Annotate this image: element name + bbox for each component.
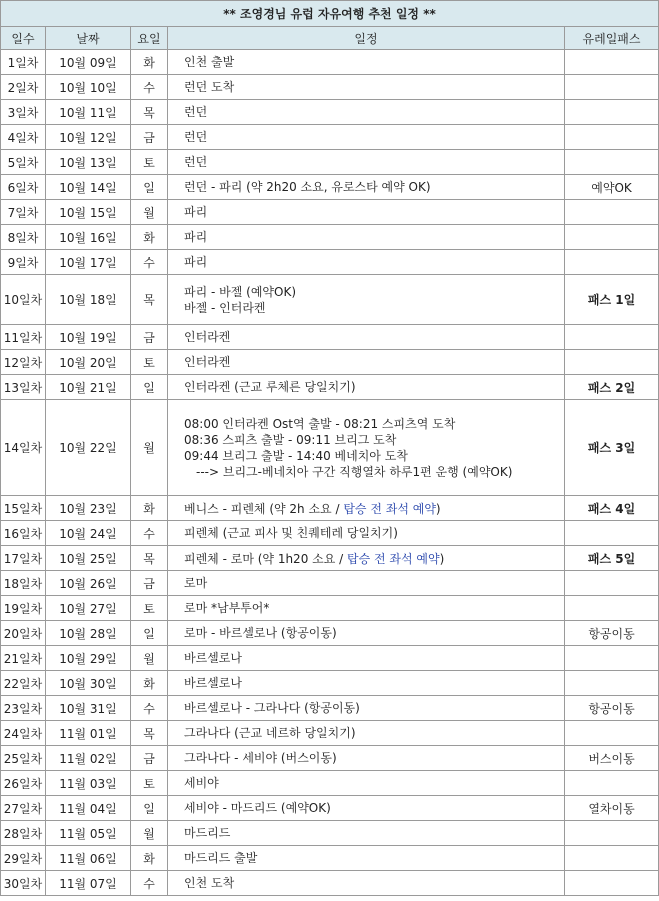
pass-cell bbox=[565, 325, 659, 350]
pass-cell: 항공이동 bbox=[565, 621, 659, 646]
plan-cell bbox=[168, 50, 565, 75]
date-cell: 10월 19일 bbox=[46, 325, 131, 350]
plan-line: 바젤 - 인터라켄 bbox=[184, 300, 266, 315]
table-row bbox=[1, 671, 659, 696]
plan-cell bbox=[168, 325, 565, 350]
plan-line: 파리 bbox=[184, 230, 208, 244]
date-cell: 10월 09일 bbox=[46, 50, 131, 75]
table-row bbox=[1, 350, 659, 375]
pass-cell bbox=[565, 846, 659, 871]
day-cell: 18일차 bbox=[1, 571, 46, 596]
date-cell: 10월 25일 bbox=[46, 546, 131, 571]
weekday-cell: 화 bbox=[131, 496, 168, 521]
pass-cell bbox=[565, 821, 659, 846]
date-cell: 10월 13일 bbox=[46, 150, 131, 175]
pass-cell: 패스 5일 bbox=[565, 546, 659, 571]
table-row bbox=[1, 621, 659, 646]
pass-cell bbox=[565, 871, 659, 896]
pass-cell bbox=[565, 75, 659, 100]
pass-cell: 버스이동 bbox=[565, 746, 659, 771]
day-cell: 1일차 bbox=[1, 50, 46, 75]
plan-line-tail: ) bbox=[435, 501, 441, 516]
table-row bbox=[1, 175, 659, 200]
plan-cell bbox=[168, 671, 565, 696]
day-cell: 24일차 bbox=[1, 721, 46, 746]
table-row bbox=[1, 571, 659, 596]
plan-line: 베니스 - 피렌체 (약 2h 소요 / bbox=[184, 501, 344, 516]
plan-line: 세비야 - 마드리드 (예약OK) bbox=[184, 801, 331, 815]
header-date: 날짜 bbox=[46, 27, 131, 50]
plan-cell bbox=[168, 275, 565, 325]
date-cell: 10월 26일 bbox=[46, 571, 131, 596]
plan-line: 세비야 bbox=[184, 776, 219, 790]
date-cell: 10월 20일 bbox=[46, 350, 131, 375]
weekday-cell: 화 bbox=[131, 225, 168, 250]
date-cell: 10월 10일 bbox=[46, 75, 131, 100]
date-cell: 10월 15일 bbox=[46, 200, 131, 225]
plan-cell bbox=[168, 846, 565, 871]
day-cell: 28일차 bbox=[1, 821, 46, 846]
day-cell: 23일차 bbox=[1, 696, 46, 721]
plan-line: 08:00 인터라켄 Ost역 출발 - 08:21 스피츠역 도착 bbox=[184, 416, 456, 431]
plan-cell bbox=[168, 521, 565, 546]
plan-line: 로마 bbox=[184, 576, 208, 590]
plan-line: 피렌체 (근교 피사 및 친퀘테레 당일치기) bbox=[184, 526, 398, 540]
plan-cell bbox=[168, 125, 565, 150]
plan-cell bbox=[168, 375, 565, 400]
pass-cell: 열차이동 bbox=[565, 796, 659, 821]
plan-line-tail: ) bbox=[439, 551, 445, 566]
plan-line: 그라나다 (근교 네르하 당일치기) bbox=[184, 726, 356, 740]
table-row bbox=[1, 225, 659, 250]
weekday-cell: 토 bbox=[131, 771, 168, 796]
pass-cell bbox=[565, 671, 659, 696]
weekday-cell: 일 bbox=[131, 375, 168, 400]
day-cell: 16일차 bbox=[1, 521, 46, 546]
plan-line: 런던 bbox=[184, 130, 208, 144]
pass-cell bbox=[565, 50, 659, 75]
plan-line: 런던 - 파리 (약 2h20 소요, 유로스타 예약 OK) bbox=[184, 180, 431, 194]
plan-cell bbox=[168, 746, 565, 771]
weekday-cell: 일 bbox=[131, 621, 168, 646]
date-cell: 11월 07일 bbox=[46, 871, 131, 896]
table-row bbox=[1, 400, 659, 496]
pass-cell bbox=[565, 350, 659, 375]
pass-cell bbox=[565, 571, 659, 596]
date-cell: 10월 24일 bbox=[46, 521, 131, 546]
plan-cell bbox=[168, 721, 565, 746]
plan-cell bbox=[168, 596, 565, 621]
table-row bbox=[1, 100, 659, 125]
plan-cell bbox=[168, 871, 565, 896]
table-row bbox=[1, 596, 659, 621]
table-row bbox=[1, 325, 659, 350]
plan-line: 마드리드 출발 bbox=[184, 851, 258, 865]
plan-cell bbox=[168, 796, 565, 821]
plan-line: 09:44 브리그 출발 - 14:40 베네치아 도착 bbox=[184, 448, 408, 463]
table-row bbox=[1, 771, 659, 796]
plan-line: 피렌체 - 로마 (약 1h20 소요 / bbox=[184, 551, 348, 566]
table-row bbox=[1, 150, 659, 175]
day-cell: 14일차 bbox=[1, 400, 46, 496]
plan-line: 인천 출발 bbox=[184, 55, 235, 69]
plan-line: 08:36 스피츠 출발 - 09:11 브리그 도착 bbox=[184, 432, 397, 447]
weekday-cell: 토 bbox=[131, 350, 168, 375]
table-row bbox=[1, 646, 659, 671]
plan-line: 인천 도착 bbox=[184, 876, 235, 890]
weekday-cell: 일 bbox=[131, 796, 168, 821]
table-row bbox=[1, 375, 659, 400]
table-row bbox=[1, 546, 659, 571]
pass-cell bbox=[565, 100, 659, 125]
day-cell: 26일차 bbox=[1, 771, 46, 796]
date-cell: 10월 28일 bbox=[46, 621, 131, 646]
weekday-cell: 월 bbox=[131, 821, 168, 846]
weekday-cell: 목 bbox=[131, 275, 168, 325]
plan-line: 로마 *남부투어* bbox=[184, 601, 270, 615]
plan-line: 마드리드 bbox=[184, 826, 231, 840]
pass-cell: 패스 4일 bbox=[565, 496, 659, 521]
table-row bbox=[1, 496, 659, 521]
date-cell: 10월 27일 bbox=[46, 596, 131, 621]
plan-cell bbox=[168, 175, 565, 200]
header-weekday: 요일 bbox=[131, 27, 168, 50]
table-row bbox=[1, 721, 659, 746]
weekday-cell: 수 bbox=[131, 521, 168, 546]
table-row bbox=[1, 200, 659, 225]
weekday-cell: 화 bbox=[131, 846, 168, 871]
day-cell: 7일차 bbox=[1, 200, 46, 225]
plan-cell bbox=[168, 75, 565, 100]
date-cell: 10월 11일 bbox=[46, 100, 131, 125]
day-cell: 19일차 bbox=[1, 596, 46, 621]
plan-cell bbox=[168, 546, 565, 571]
plan-line: 런던 bbox=[184, 155, 208, 169]
day-cell: 3일차 bbox=[1, 100, 46, 125]
day-cell: 8일차 bbox=[1, 225, 46, 250]
pass-cell: 패스 2일 bbox=[565, 375, 659, 400]
plan-cell bbox=[168, 821, 565, 846]
plan-line: 인터라켄 bbox=[184, 330, 231, 344]
plan-cell bbox=[168, 771, 565, 796]
pass-cell: 패스 1일 bbox=[565, 275, 659, 325]
header-day: 일수 bbox=[1, 27, 46, 50]
pass-cell bbox=[565, 721, 659, 746]
table-row bbox=[1, 696, 659, 721]
day-cell: 10일차 bbox=[1, 275, 46, 325]
seat-reservation-note: 탑승 전 좌석 예약 bbox=[347, 551, 440, 566]
day-cell: 11일차 bbox=[1, 325, 46, 350]
plan-cell bbox=[168, 350, 565, 375]
day-cell: 15일차 bbox=[1, 496, 46, 521]
pass-cell bbox=[565, 200, 659, 225]
date-cell: 10월 22일 bbox=[46, 400, 131, 496]
date-cell: 10월 18일 bbox=[46, 275, 131, 325]
weekday-cell: 화 bbox=[131, 671, 168, 696]
plan-line: 인터라켄 bbox=[184, 355, 231, 369]
pass-cell bbox=[565, 150, 659, 175]
day-cell: 30일차 bbox=[1, 871, 46, 896]
itinerary-title: ** 조영경님 유럽 자유여행 추천 일정 ** bbox=[1, 1, 659, 27]
pass-cell bbox=[565, 250, 659, 275]
pass-cell bbox=[565, 646, 659, 671]
day-cell: 9일차 bbox=[1, 250, 46, 275]
day-cell: 4일차 bbox=[1, 125, 46, 150]
pass-cell: 예약OK bbox=[565, 175, 659, 200]
weekday-cell: 월 bbox=[131, 200, 168, 225]
table-row bbox=[1, 746, 659, 771]
itinerary-rows bbox=[1, 50, 659, 896]
date-cell: 11월 04일 bbox=[46, 796, 131, 821]
date-cell: 11월 05일 bbox=[46, 821, 131, 846]
weekday-cell: 목 bbox=[131, 721, 168, 746]
weekday-cell: 목 bbox=[131, 100, 168, 125]
weekday-cell: 수 bbox=[131, 696, 168, 721]
plan-line: 파리 bbox=[184, 205, 208, 219]
pass-cell bbox=[565, 521, 659, 546]
plan-line: 바르셀로나 bbox=[184, 651, 242, 665]
date-cell: 10월 29일 bbox=[46, 646, 131, 671]
plan-cell bbox=[168, 100, 565, 125]
table-row bbox=[1, 796, 659, 821]
pass-cell: 항공이동 bbox=[565, 696, 659, 721]
pass-cell bbox=[565, 125, 659, 150]
weekday-cell: 금 bbox=[131, 325, 168, 350]
date-cell: 10월 30일 bbox=[46, 671, 131, 696]
table-row bbox=[1, 75, 659, 100]
day-cell: 25일차 bbox=[1, 746, 46, 771]
plan-line: ---> 브리그-베네치아 구간 직행열차 하루1편 운행 (예약OK) bbox=[196, 464, 513, 479]
plan-line: 런던 도착 bbox=[184, 80, 235, 94]
seat-reservation-note: 탑승 전 좌석 예약 bbox=[343, 501, 436, 516]
plan-line: 파리 - 바젤 (예약OK) bbox=[184, 284, 297, 299]
weekday-cell: 화 bbox=[131, 50, 168, 75]
plan-line: 런던 bbox=[184, 105, 208, 119]
weekday-cell: 월 bbox=[131, 646, 168, 671]
plan-cell bbox=[168, 150, 565, 175]
plan-cell bbox=[168, 225, 565, 250]
plan-line: 파리 bbox=[184, 255, 208, 269]
day-cell: 27일차 bbox=[1, 796, 46, 821]
plan-cell bbox=[168, 400, 565, 496]
day-cell: 20일차 bbox=[1, 621, 46, 646]
date-cell: 10월 23일 bbox=[46, 496, 131, 521]
plan-cell bbox=[168, 496, 565, 521]
date-cell: 10월 31일 bbox=[46, 696, 131, 721]
date-cell: 11월 03일 bbox=[46, 771, 131, 796]
weekday-cell: 금 bbox=[131, 571, 168, 596]
pass-cell bbox=[565, 225, 659, 250]
plan-line: 바르셀로나 bbox=[184, 676, 242, 690]
day-cell: 17일차 bbox=[1, 546, 46, 571]
weekday-cell: 수 bbox=[131, 75, 168, 100]
header-plan: 일정 bbox=[168, 27, 565, 50]
plan-cell bbox=[168, 250, 565, 275]
date-cell: 11월 02일 bbox=[46, 746, 131, 771]
table-row bbox=[1, 275, 659, 325]
plan-line: 바르셀로나 - 그라나다 (항공이동) bbox=[184, 701, 360, 715]
day-cell: 13일차 bbox=[1, 375, 46, 400]
date-cell: 10월 21일 bbox=[46, 375, 131, 400]
pass-cell bbox=[565, 771, 659, 796]
date-cell: 10월 16일 bbox=[46, 225, 131, 250]
weekday-cell: 토 bbox=[131, 596, 168, 621]
date-cell: 10월 12일 bbox=[46, 125, 131, 150]
day-cell: 21일차 bbox=[1, 646, 46, 671]
pass-cell bbox=[565, 596, 659, 621]
plan-cell bbox=[168, 571, 565, 596]
plan-line: 로마 - 바르셀로나 (항공이동) bbox=[184, 626, 337, 640]
plan-cell bbox=[168, 696, 565, 721]
header-pass: 유레일패스 bbox=[565, 27, 659, 50]
table-row bbox=[1, 871, 659, 896]
weekday-cell: 일 bbox=[131, 175, 168, 200]
weekday-cell: 금 bbox=[131, 125, 168, 150]
plan-cell bbox=[168, 646, 565, 671]
table-row bbox=[1, 521, 659, 546]
table-row bbox=[1, 250, 659, 275]
table-row bbox=[1, 821, 659, 846]
pass-cell: 패스 3일 bbox=[565, 400, 659, 496]
table-row bbox=[1, 50, 659, 75]
weekday-cell: 수 bbox=[131, 250, 168, 275]
day-cell: 12일차 bbox=[1, 350, 46, 375]
plan-cell bbox=[168, 621, 565, 646]
weekday-cell: 목 bbox=[131, 546, 168, 571]
date-cell: 11월 01일 bbox=[46, 721, 131, 746]
day-cell: 2일차 bbox=[1, 75, 46, 100]
weekday-cell: 수 bbox=[131, 871, 168, 896]
plan-cell bbox=[168, 200, 565, 225]
day-cell: 22일차 bbox=[1, 671, 46, 696]
weekday-cell: 금 bbox=[131, 746, 168, 771]
date-cell: 11월 06일 bbox=[46, 846, 131, 871]
weekday-cell: 토 bbox=[131, 150, 168, 175]
table-row bbox=[1, 846, 659, 871]
plan-line: 인터라켄 (근교 루체른 당일치기) bbox=[184, 380, 356, 394]
weekday-cell: 월 bbox=[131, 400, 168, 496]
day-cell: 5일차 bbox=[1, 150, 46, 175]
table-row bbox=[1, 125, 659, 150]
date-cell: 10월 14일 bbox=[46, 175, 131, 200]
day-cell: 6일차 bbox=[1, 175, 46, 200]
date-cell: 10월 17일 bbox=[46, 250, 131, 275]
day-cell: 29일차 bbox=[1, 846, 46, 871]
plan-line: 그라나다 - 세비야 (버스이동) bbox=[184, 751, 337, 765]
